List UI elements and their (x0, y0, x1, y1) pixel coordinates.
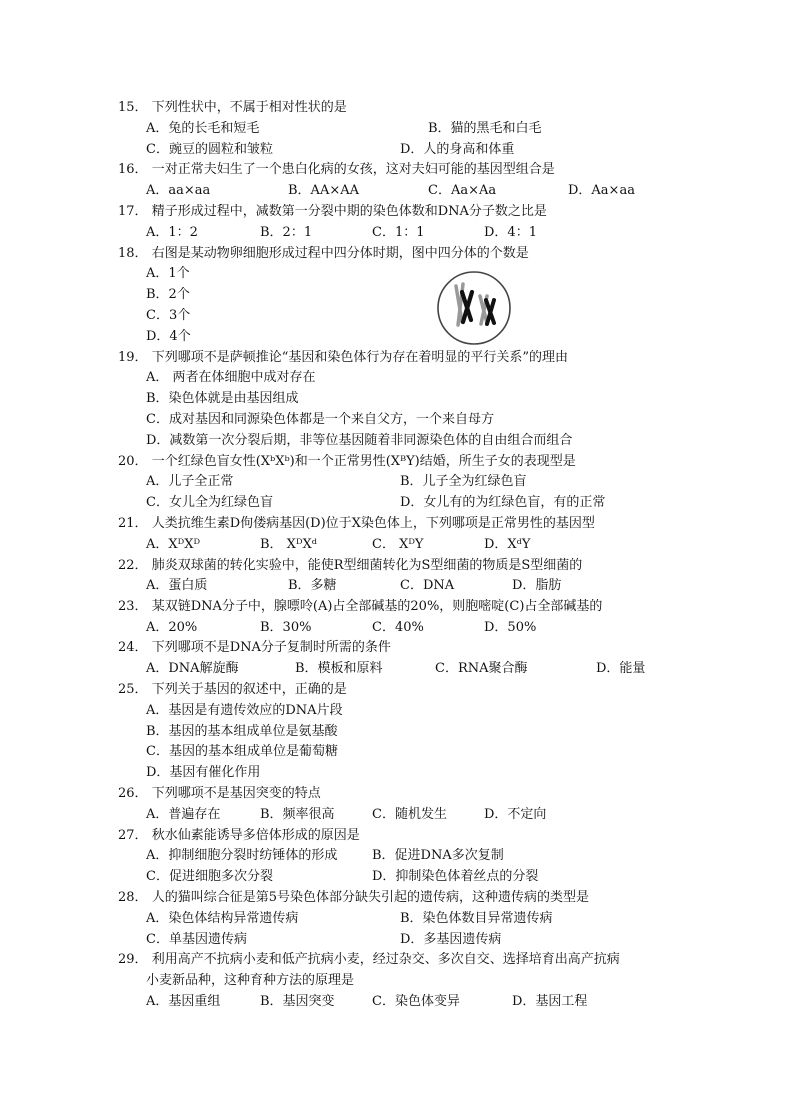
q27-option-b: B．促进DNA多次复制 (372, 848, 504, 863)
question-20-stem: 20． 一个红绿色盲女性(XᵇXᵇ)和一个正常男性(XᴮY)结婚，所生子女的表现型是 (118, 454, 576, 469)
q25-option-a: A．基因是有遗传效应的DNA片段 (146, 703, 343, 718)
q21-option-d: D．XᵈY (484, 537, 531, 552)
q15-option-b: B．猫的黑毛和白毛 (428, 121, 542, 136)
question-19-stem: 19． 下列哪项不是萨顿推论“基因和染色体行为存在着明显的平行关系”的理由 (118, 350, 568, 365)
q18-option-c: C．3个 (146, 308, 191, 323)
q23-option-c: C．40% (372, 620, 424, 635)
q16-option-d: D．Aa×aa (568, 183, 635, 198)
q24-option-c: C．RNA聚合酶 (435, 661, 528, 676)
q21-option-c: C． XᴰY (372, 537, 424, 552)
q20-option-d: D．女儿有的为红绿色盲，有的正常 (400, 495, 606, 510)
q26-option-c: C．随机发生 (372, 807, 447, 822)
q17-option-d: D．4：1 (484, 225, 537, 240)
q27-option-d: D．抑制染色体着丝点的分裂 (372, 869, 539, 884)
q29-option-a: A．基因重组 (146, 994, 221, 1009)
q28-option-a: A．染色体结构异常遗传病 (146, 911, 299, 926)
q26-option-d: D．不定向 (484, 807, 547, 822)
question-29-stem: 29． 利用高产不抗病小麦和低产抗病小麦，经过杂交、多次自交、选择培育出高产抗病 (118, 952, 620, 967)
q19-option-a: A． 两者在体细胞中成对存在 (146, 370, 316, 385)
q22-option-a: A．蛋白质 (146, 578, 208, 593)
q24-option-a: A．DNA解旋酶 (146, 661, 239, 676)
q23-option-b: B．30% (260, 620, 312, 635)
q15-option-a: A．兔的长毛和短毛 (146, 121, 260, 136)
q18-option-a: A．1个 (146, 266, 190, 281)
question-17-stem: 17． 精子形成过程中，减数第一分裂中期的染色体数和DNA分子数之比是 (118, 204, 547, 219)
q19-option-c: C．成对基因和同源染色体都是一个来自父方，一个来自母方 (146, 412, 494, 427)
question-28-stem: 28． 人的猫叫综合征是第5号染色体部分缺失引起的遗传病，这种遗传病的类型是 (118, 890, 589, 905)
q22-option-c: C．DNA (400, 578, 455, 593)
q16-option-b: B．AA×AA (288, 183, 359, 198)
q29-option-c: C．染色体变异 (372, 994, 460, 1009)
question-22-stem: 22． 肺炎双球菌的转化实验中，能使R型细菌转化为S型细菌的物质是S型细菌的 (118, 558, 583, 573)
q21-option-a: A．XᴰXᴰ (146, 537, 201, 552)
q16-option-c: C．Aa×Aa (428, 183, 497, 198)
q17-option-a: A．1：2 (146, 225, 198, 240)
q26-option-a: A．普遍存在 (146, 807, 221, 822)
question-26-stem: 26． 下列哪项不是基因突变的特点 (118, 786, 321, 801)
q24-option-d: D．能量 (596, 661, 646, 676)
q25-option-b: B．基因的基本组成单位是氨基酸 (146, 724, 338, 739)
q19-option-b: B．染色体就是由基因组成 (146, 391, 299, 406)
q17-option-b: B．2：1 (260, 225, 313, 240)
q22-option-b: B．多糖 (288, 578, 337, 593)
q19-option-d: D．减数第一次分裂后期，非等位基因随着非同源染色体的自由组合而组合 (146, 433, 573, 448)
question-21-stem: 21． 人类抗维生素D佝偻病基因(D)位于X染色体上，下列哪项是正常男性的基因型 (118, 516, 595, 531)
q15-option-c: C．豌豆的圆粒和皱粒 (146, 142, 273, 157)
q15-option-d: D．人的身高和体重 (400, 142, 515, 157)
q26-option-b: B．频率很高 (260, 807, 335, 822)
q20-option-c: C．女儿全为红绿色盲 (146, 495, 273, 510)
q29-option-d: D．基因工程 (512, 994, 588, 1009)
q29-option-b: B．基因突变 (260, 994, 335, 1009)
q18-option-d: D．4个 (146, 329, 191, 344)
q25-option-c: C．基因的基本组成单位是葡萄糖 (146, 744, 338, 759)
q20-option-a: A．儿子全正常 (146, 474, 234, 489)
q28-option-d: D．多基因遗传病 (400, 932, 502, 947)
question-27-stem: 27． 秋水仙素能诱导多倍体形成的原因是 (118, 828, 360, 843)
q16-option-a: A．aa×aa (146, 183, 211, 198)
question-18-stem: 18． 右图是某动物卵细胞形成过程中四分体时期，图中四分体的个数是 (118, 246, 529, 261)
q21-option-b: B． XᴰXᵈ (260, 537, 317, 552)
q18-option-b: B．2个 (146, 287, 190, 302)
q25-option-d: D．基因有催化作用 (146, 765, 261, 780)
question-16-stem: 16． 一对正常夫妇生了一个患白化病的女孩，这对夫妇可能的基因型组合是 (118, 162, 555, 177)
q23-option-d: D．50% (484, 620, 537, 635)
q28-option-b: B．染色体数目异常遗传病 (400, 911, 553, 926)
q23-option-a: A．20% (146, 620, 198, 635)
q28-option-c: C．单基因遗传病 (146, 932, 247, 947)
q17-option-c: C．1：1 (372, 225, 425, 240)
question-23-stem: 23． 某双链DNA分子中，腺嘌呤(A)占全部碱基的20%，则胞嘧啶(C)占全部碱基的 (118, 599, 603, 614)
question-29-stem-cont: 小麦新品种，这种育种方法的原理是 (146, 973, 355, 988)
q27-option-a: A．抑制细胞分裂时纺锤体的形成 (146, 848, 338, 863)
q20-option-b: B．儿子全为红绿色盲 (400, 474, 527, 489)
question-15-stem: 15． 下列性状中，不属于相对性状的是 (118, 100, 347, 115)
q27-option-c: C．促进细胞多次分裂 (146, 869, 273, 884)
question-24-stem: 24． 下列哪项不是DNA分子复制时所需的条件 (118, 640, 391, 655)
tetrad-cell-figure (436, 270, 512, 346)
question-25-stem: 25． 下列关于基因的叙述中，正确的是 (118, 682, 347, 697)
q22-option-d: D．脂肪 (512, 578, 562, 593)
q24-option-b: B．模板和原料 (295, 661, 383, 676)
